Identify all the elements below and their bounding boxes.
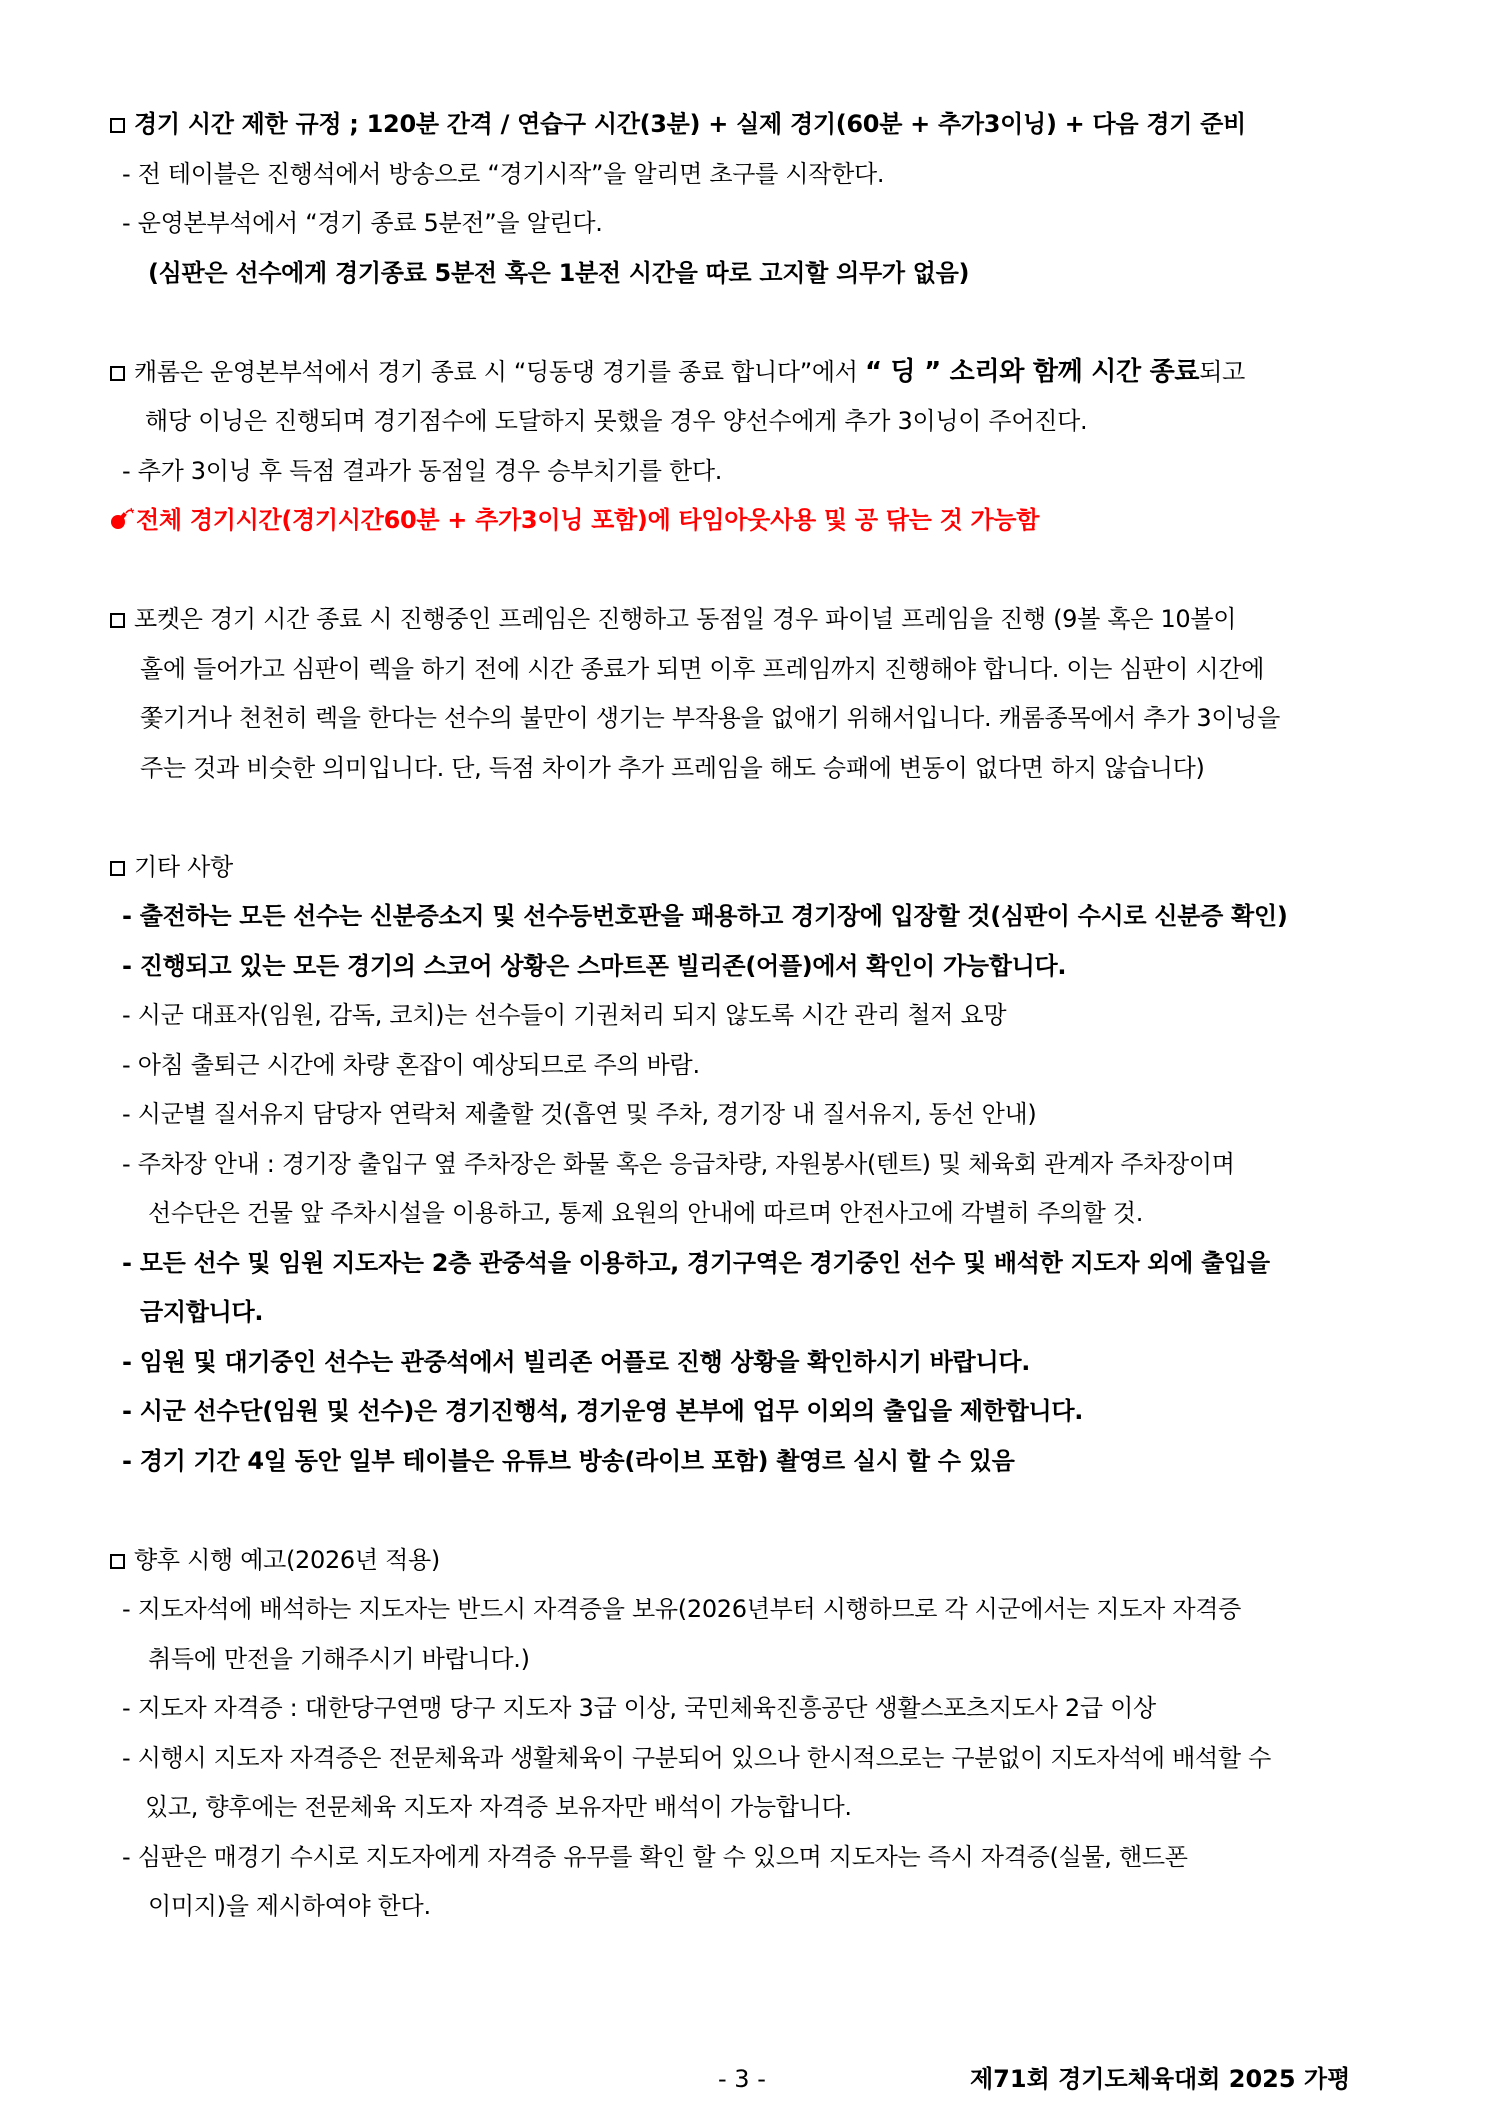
warning-line: 전체 경기시간(경기시간60분 + 추가3이닝 포함)에 타임아웃사용 및 공 닦는 것 가능함	[110, 496, 1400, 546]
emphasis-text: “ 딩 ” 소리와 함께 시간 종료	[864, 356, 1200, 387]
section-carom-heading: 캐롬은 운영본부석에서 경기 종료 시 “딩동댕 경기를 종료 합니다”에서 “ 딩 ” 소리와 함께 시간 종료되고	[110, 348, 1400, 398]
page-number: - 3 -	[718, 2065, 766, 2093]
text-line: 금지합니다.	[140, 1298, 264, 1326]
text-line: 주는 것과 비슷한 의미입니다. 단, 득점 차이가 추가 프레임을 해도 승패에 변동이 없다면 하지 않습니다)	[140, 753, 1205, 782]
text-line: - 심판은 매경기 수시로 지도자에게 자격증 유무를 확인 할 수 있으며 지도자는 즉시 자격증(실물, 핸드폰	[122, 1842, 1188, 1871]
section-misc-heading: 기타 사항	[110, 843, 1400, 893]
text-line: - 운영본부석에서 “경기 종료 5분전”을 알린다.	[122, 209, 603, 237]
text-line: - 주차장 안내 : 경기장 출입구 옆 주차장은 화물 혹은 응급차량, 자원봉사(텐트) 및 체육회 관계자 주차장이며	[122, 1149, 1235, 1178]
text-line: - 시군 선수단(임원 및 선수)은 경기진행석, 경기운영 본부에 업무 이외의 출입을 제한합니다.	[122, 1397, 1084, 1425]
text-line: - 시군 대표자(임원, 감독, 코치)는 선수들이 기권처리 되지 않도록 시간 관리 철저 요망	[122, 1001, 1007, 1029]
text-line: 해당 이닝은 진행되며 경기점수에 도달하지 못했을 경우 양선수에게 추가 3이닝이 주어진다.	[145, 407, 1088, 435]
footer-title: 제71회 경기도체육대회 2025 가평	[970, 2065, 1351, 2093]
text-line: 선수단은 건물 앞 주차시설을 이용하고, 통제 요원의 안내에 따르며 안전사고에 각별히 주의할 것.	[148, 1199, 1144, 1227]
text-line: 쫓기거나 천천히 렉을 한다는 선수의 불만이 생기는 부작용을 없애기 위해서입니다. 캐롬종목에서 추가 3이닝을	[140, 704, 1281, 732]
text-line: - 시군별 질서유지 담당자 연락처 제출할 것(흡연 및 주차, 경기장 내 질서유지, 동선 안내)	[122, 1100, 1037, 1128]
text-line: 있고, 향후에는 전문체육 지도자 자격증 보유자만 배석이 가능합니다.	[145, 1793, 852, 1821]
text-line: - 임원 및 대기중인 선수는 관중석에서 빌리존 어플로 진행 상황을 확인하시기 바랍니다.	[122, 1347, 1031, 1376]
text-line: - 추가 3이닝 후 득점 결과가 동점일 경우 승부치기를 한다.	[122, 456, 723, 485]
checkbox-icon	[110, 366, 125, 381]
section-future-heading: 향후 시행 예고(2026년 적용)	[110, 1536, 1400, 1586]
text-line: - 시행시 지도자 자격증은 전문체육과 생활체육이 구분되어 있으나 한시적으로는 구분없이 지도자석에 배석할 수	[122, 1743, 1271, 1772]
text-line: (심판은 선수에게 경기종료 5분전 혹은 1분전 시간을 따로 고지할 의무가 없음)	[148, 258, 970, 287]
text-line: - 아침 출퇴근 시간에 차량 혼잡이 예상되므로 주의 바람.	[122, 1050, 700, 1079]
text-line: - 출전하는 모든 선수는 신분증소지 및 선수등번호판을 패용하고 경기장에 입장할 것(심판이 수시로 신분증 확인)	[122, 902, 1288, 930]
bomb-icon	[106, 507, 136, 531]
checkbox-icon	[110, 861, 125, 876]
document-body	[110, 100, 1400, 1932]
text-line: - 전 테이블은 진행석에서 방송으로 “경기시작”을 알리면 초구를 시작한다.	[122, 159, 885, 188]
text-line: 이미지)을 제시하여야 한다.	[148, 1892, 431, 1920]
section-pocket-heading: 포켓은 경기 시간 종료 시 진행중인 프레임은 진행하고 동점일 경우 파이널 프레임을 진행 (9볼 혹은 10볼이	[110, 595, 1400, 645]
checkbox-icon	[110, 1554, 125, 1569]
text-line: - 모든 선수 및 임원 지도자는 2층 관중석을 이용하고, 경기구역은 경기중인 선수 및 배석한 지도자 외에 출입을	[122, 1248, 1270, 1277]
text-line: - 지도자석에 배석하는 지도자는 반드시 자격증을 보유(2026년부터 시행하므로 각 시군에서는 지도자 자격증	[122, 1595, 1242, 1623]
text-line: 홀에 들어가고 심판이 렉을 하기 전에 시간 종료가 되면 이후 프레임까지 진행해야 합니다. 이는 심판이 시간에	[140, 654, 1265, 683]
text-line: - 경기 기간 4일 동안 일부 테이블은 유튜브 방송(라이브 포함) 촬영르 실시 할 수 있음	[122, 1446, 1015, 1475]
checkbox-icon	[110, 613, 125, 628]
text-line: 취득에 만전을 기해주시기 바랍니다.)	[148, 1644, 530, 1673]
text-line: - 지도자 자격증 : 대한당구연맹 당구 지도자 3급 이상, 국민체육진흥공단 생활스포츠지도사 2급 이상	[122, 1694, 1156, 1722]
text-line: - 진행되고 있는 모든 경기의 스코어 상황은 스마트폰 빌리존(어플)에서 확인이 가능합니다.	[122, 951, 1067, 980]
section-time-limit-heading: 경기 시간 제한 규정 ; 120분 간격 / 연습구 시간(3분) + 실제 경기(60분 + 추가3이닝) + 다음 경기 준비	[110, 100, 1400, 150]
checkbox-icon	[110, 118, 125, 133]
